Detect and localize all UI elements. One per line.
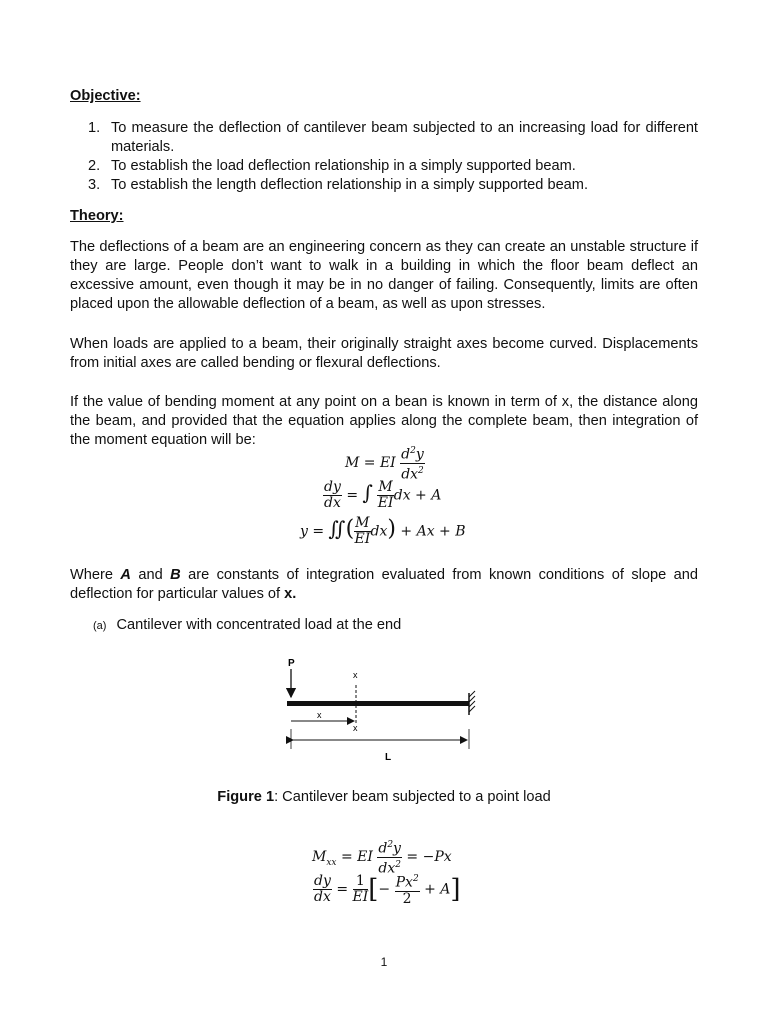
constant-b: B xyxy=(170,567,181,583)
label-x-top: x xyxy=(353,670,358,680)
theory-paragraph-1: The deflections of a beam are an engineering concern as they can create an unstable structure if they are large. People don’t want to walk in a building in which the floor beam deflect an excessive amount, even though it may be in no danger of failing. Consequently, limits are often placed upon the allowable deflection of a beam, as well as upon stresses. xyxy=(70,239,698,312)
section-title: Cantilever with concentrated load at the end xyxy=(116,617,402,633)
list-text: To establish the load deflection relationship in a simply supported beam. xyxy=(111,158,576,174)
constant-a: A xyxy=(120,567,131,583)
beam xyxy=(287,701,469,706)
text-span: and xyxy=(130,567,171,583)
text-span: Where xyxy=(70,567,121,583)
list-number: 3. xyxy=(88,177,101,193)
equation-moment: M = EI $\frac{d^2y}{dx^2}$ xyxy=(345,446,424,483)
figure-caption xyxy=(0,789,768,805)
equation-slope-cantilever: $\frac{dy}{dx}$ = $\frac{1}{EI}$ [− $\frac{Px^2}{2}$ + A] xyxy=(314,872,461,907)
equation-mxx: $M_{xx}$ = EI $\frac{d^2y}{dx^2}$ = −Px xyxy=(312,840,452,877)
list-item xyxy=(88,119,698,157)
cantilever-diagram xyxy=(270,645,500,775)
support-hatching xyxy=(469,691,475,712)
label-x-bottom: x xyxy=(353,723,358,733)
equation-slope: $\frac{dy}{dx}$ = ∫ $\frac{M}{EI}$ dx + A xyxy=(324,479,442,511)
theory-paragraph-2: When loads are applied to a beam, their originally straight axes become curved. Displacements from initial axes are called bending or flexural deflections. xyxy=(70,336,698,371)
label-x-dimension: x xyxy=(317,710,322,720)
section-letter: (a) xyxy=(93,620,107,632)
theory-paragraph-4 xyxy=(70,566,698,604)
theory-heading: Theory: xyxy=(70,208,124,224)
label-p: P xyxy=(288,658,295,669)
label-l: L xyxy=(385,752,392,763)
list-number: 1. xyxy=(88,120,101,136)
list-text: To measure the deflection of cantilever beam subjected to an increasing load for different materials. xyxy=(111,120,698,155)
list-number: 2. xyxy=(88,158,101,174)
caption-text: : Cantilever beam subjected to a point load xyxy=(274,789,551,805)
list-text: To establish the length deflection relationship in a simply supported beam. xyxy=(111,177,589,193)
list-item xyxy=(88,157,698,176)
equation-deflection: y = ∬( $\frac{M}{EI}$ dx) + Ax + B xyxy=(300,515,466,547)
page-number: 1 xyxy=(380,955,388,969)
theory-paragraph-3: If the value of bending moment at any point on a bean is known in term of x, the distance along the beam, and provided that the equation applies along the complete beam, then integration of the moment equation will be: xyxy=(70,394,698,448)
text-span: are constants of integration evaluated from known conditions of slope and deflection for particular values of xyxy=(70,567,698,602)
list-item xyxy=(88,176,698,195)
variable-x: x. xyxy=(284,586,297,602)
objective-heading: Objective: xyxy=(70,88,141,104)
objective-list xyxy=(88,119,698,195)
section-a-title xyxy=(93,617,401,633)
caption-label: Figure 1 xyxy=(217,789,275,805)
